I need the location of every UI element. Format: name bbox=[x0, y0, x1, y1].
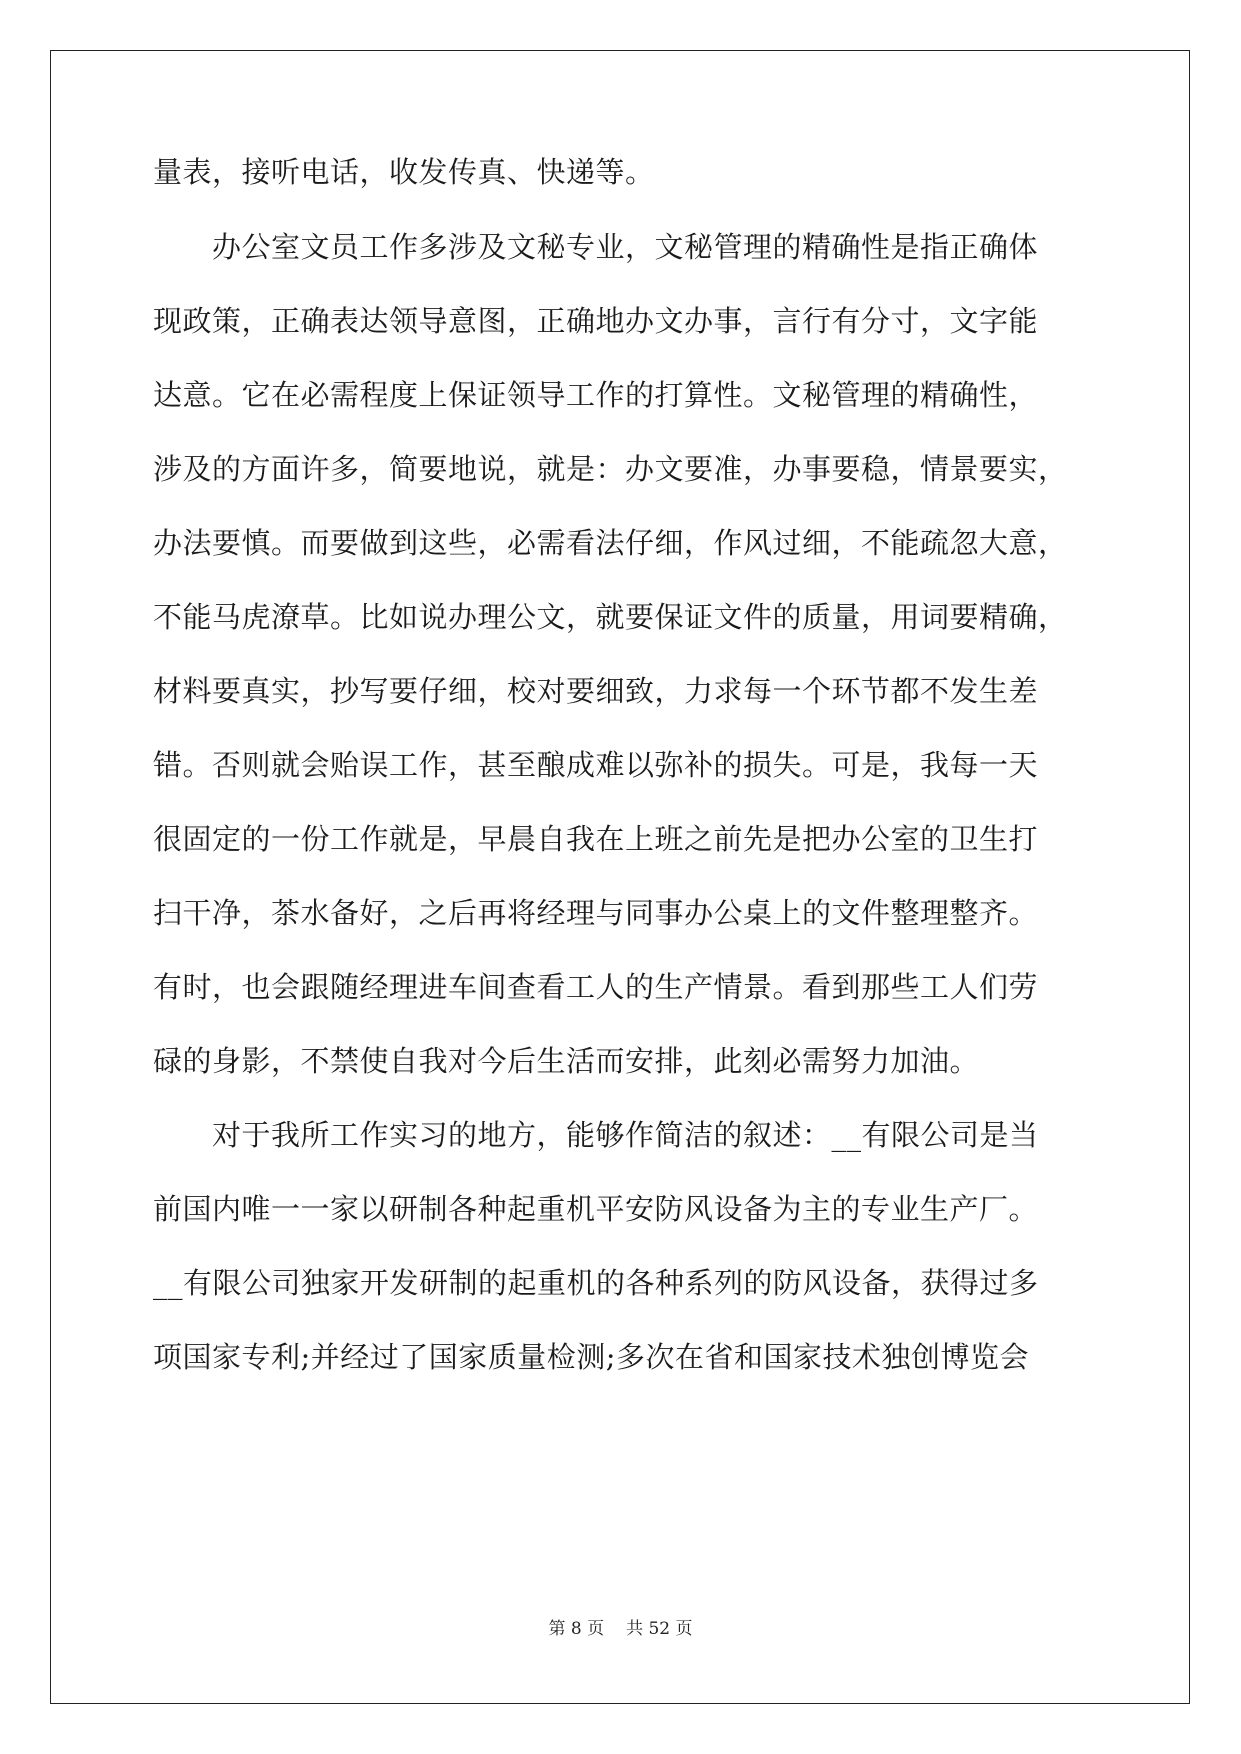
paragraph-start-line: 办公室文员工作多涉及文秘专业，文秘管理的精确性是指正确体 bbox=[212, 230, 1039, 264]
text-line: 项国家专利;并经过了国家质量检测;多次在省和国家技术独创博览会 bbox=[153, 1340, 1030, 1374]
text-line: 不能马虎潦草。比如说办理公文，就要保证文件的质量，用词要精确， bbox=[153, 600, 1068, 634]
text-line: __有限公司独家开发研制的起重机的各种系列的防风设备，获得过多 bbox=[153, 1266, 1039, 1300]
page-number: 第 8 页 bbox=[548, 1619, 605, 1639]
text-line: 前国内唯一一家以研制各种起重机平安防风设备为主的专业生产厂。 bbox=[153, 1192, 1039, 1226]
paragraph-start-line: 对于我所工作实习的地方，能够作简洁的叙述：__有限公司是当 bbox=[212, 1118, 1039, 1152]
text-line: 碌的身影，不禁使自我对今后生活而安排，此刻必需努力加油。 bbox=[153, 1044, 980, 1078]
text-line: 涉及的方面许多，简要地说，就是：办文要准，办事要稳，情景要实， bbox=[153, 452, 1068, 486]
text-line: 错。否则就会贻误工作，甚至酿成难以弥补的损失。可是，我每一天 bbox=[153, 748, 1039, 782]
total-pages: 共 52 页 bbox=[626, 1619, 693, 1639]
text-line: 很固定的一份工作就是，早晨自我在上班之前先是把办公室的卫生打 bbox=[153, 822, 1039, 856]
page-border bbox=[50, 50, 1190, 1704]
text-line: 量表，接听电话，收发传真、快递等。 bbox=[153, 155, 655, 189]
text-line: 现政策，正确表达领导意图，正确地办文办事，言行有分寸，文字能 bbox=[153, 304, 1039, 338]
text-line: 扫干净，茶水备好，之后再将经理与同事办公桌上的文件整理整齐。 bbox=[153, 896, 1039, 930]
text-line: 办法要慎。而要做到这些，必需看法仔细，作风过细，不能疏忽大意， bbox=[153, 526, 1068, 560]
text-line: 达意。它在必需程度上保证领导工作的打算性。文秘管理的精确性， bbox=[153, 378, 1039, 412]
page-footer bbox=[0, 1617, 1241, 1641]
text-line: 有时，也会跟随经理进车间查看工人的生产情景。看到那些工人们劳 bbox=[153, 970, 1039, 1004]
text-line: 材料要真实，抄写要仔细，校对要细致，力求每一个环节都不发生差 bbox=[153, 674, 1039, 708]
